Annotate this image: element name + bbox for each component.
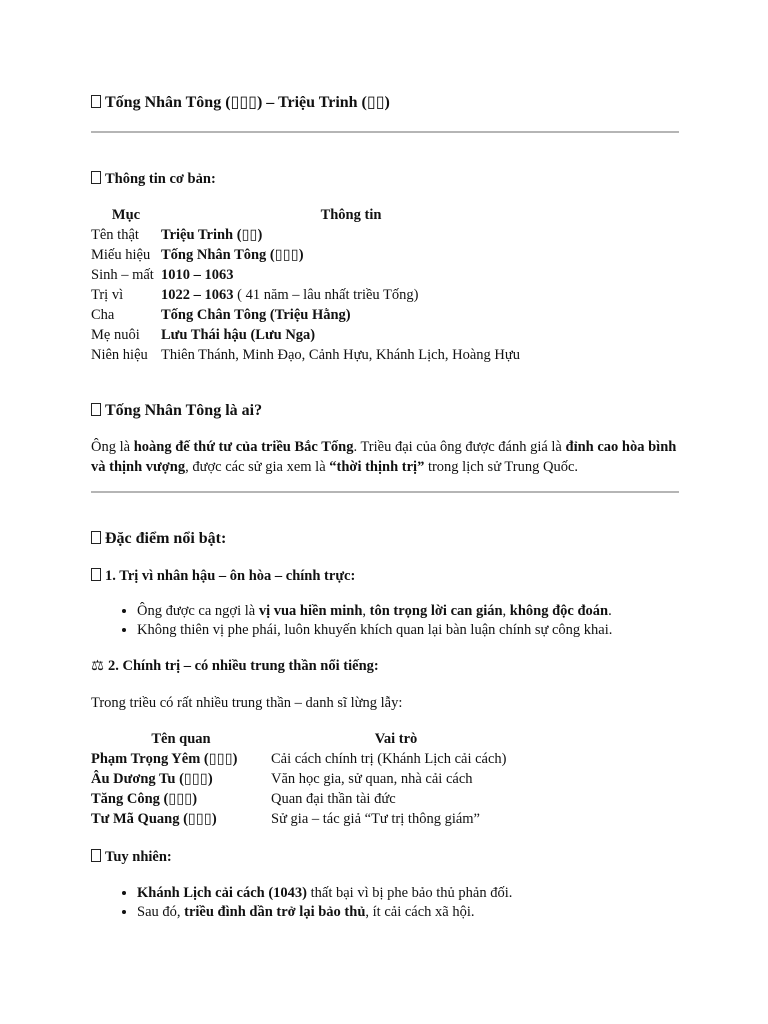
column-header: Thông tin	[320, 207, 382, 223]
table-row	[91, 769, 521, 789]
table-row	[91, 285, 541, 305]
value-cell: Thiên Thánh, Minh Đạo, Cảnh Hựu, Khánh Lịch, Hoàng Hựu	[161, 347, 520, 363]
role-cell: Văn học gia, sử quan, nhà cải cách	[271, 771, 473, 787]
table-row	[91, 809, 521, 829]
name-cell: Âu Dương Tu (▯▯▯)	[91, 771, 213, 787]
list-item: • Ông được ca ngợi là vị vua hiền minh, tôn trọng lời can gián, không độc đoán.	[137, 601, 612, 620]
section-heading-who: Tống Nhân Tông là ai?	[91, 401, 262, 421]
name-cell: Tăng Công (▯▯▯)	[91, 791, 198, 807]
subsection-heading-1: 1. Trị vì nhân hậu – ôn hòa – chính trực:	[91, 566, 355, 586]
value-cell: Triệu Trinh (▯▯)	[161, 227, 263, 243]
field-cell: Trị vì	[91, 287, 124, 303]
placeholder-box-icon	[91, 95, 101, 108]
value-cell: Lưu Thái hậu (Lưu Nga)	[161, 327, 316, 343]
field-cell: Miếu hiệu	[91, 247, 151, 263]
name-cell: Phạm Trọng Yêm (▯▯▯)	[91, 751, 238, 767]
field-cell: Tên thật	[91, 227, 139, 243]
list-item: • Sau đó, triều đình dần trở lại bảo thủ, ít cải cách xã hội.	[137, 902, 512, 921]
field-cell: Mẹ nuôi	[91, 327, 140, 343]
basic-info-heading: Thông tin cơ bản:	[91, 169, 216, 189]
column-header: Tên quan	[151, 731, 211, 747]
table-row	[91, 305, 541, 325]
placeholder-box-icon	[91, 403, 101, 416]
placeholder-box-icon	[91, 568, 101, 581]
who-paragraph: Ông là hoàng đế thứ tư của triều Bắc Tống. Triều đại của ông được đánh giá là đỉnh cao hòa bình và thịnh vượng, được các sử gia xem là “thời thịnh trị” trong lịch sử Trung Quốc.	[91, 439, 677, 475]
table-row	[91, 749, 521, 769]
subsection-heading-3: Tuy nhiên:	[91, 847, 172, 867]
basic-info-table	[91, 205, 541, 365]
table-row	[91, 345, 541, 365]
placeholder-box-icon	[91, 849, 101, 862]
field-cell: Cha	[91, 307, 115, 323]
placeholder-box-icon	[91, 171, 101, 184]
field-cell: Niên hiệu	[91, 347, 148, 363]
field-cell: Sinh – mất	[91, 267, 154, 283]
table-row	[91, 325, 541, 345]
column-header: Vai trò	[374, 731, 418, 747]
subsection-heading-2: ⚖ 2. Chính trị – có nhiều trung thần nổi tiếng:	[91, 658, 379, 674]
list-item: • Không thiên vị phe phái, luôn khuyến khích quan lại bàn luận chính sự công khai.	[137, 620, 612, 639]
role-cell: Quan đại thần tài đức	[271, 791, 396, 807]
feature-list-1	[91, 601, 612, 639]
officials-intro: Trong triều có rất nhiều trung thần – danh sĩ lừng lẫy:	[91, 695, 403, 711]
name-cell: Tư Mã Quang (▯▯▯)	[91, 811, 217, 827]
table-row	[91, 265, 541, 285]
value-cell: Tống Nhân Tông (▯▯▯)	[161, 247, 304, 263]
feature-list-3	[91, 883, 512, 921]
role-cell: Sử gia – tác giả “Tư trị thông giám”	[271, 811, 480, 827]
role-cell: Cải cách chính trị (Khánh Lịch cải cách)	[271, 751, 507, 767]
column-header: Mục	[111, 207, 141, 223]
value-cell: 1010 – 1063	[161, 267, 234, 283]
balance-scale-icon: ⚖	[91, 658, 104, 674]
table-row	[91, 225, 541, 245]
table-row	[91, 245, 541, 265]
placeholder-box-icon	[91, 531, 101, 544]
table-row	[91, 789, 521, 809]
officials-table	[91, 729, 521, 829]
section-heading-features: Đặc điểm nổi bật:	[91, 529, 226, 549]
value-cell: 1022 – 1063 ( 41 năm – lâu nhất triều Tống)	[161, 287, 419, 303]
divider	[91, 131, 679, 133]
page-title: Tống Nhân Tông (▯▯▯) – Triệu Trinh (▯▯)	[91, 93, 390, 113]
divider	[91, 491, 679, 493]
value-cell: Tống Chân Tông (Triệu Hằng)	[161, 307, 351, 323]
list-item: • Khánh Lịch cải cách (1043) thất bại vì bị phe bảo thủ phản đối.	[137, 883, 512, 902]
